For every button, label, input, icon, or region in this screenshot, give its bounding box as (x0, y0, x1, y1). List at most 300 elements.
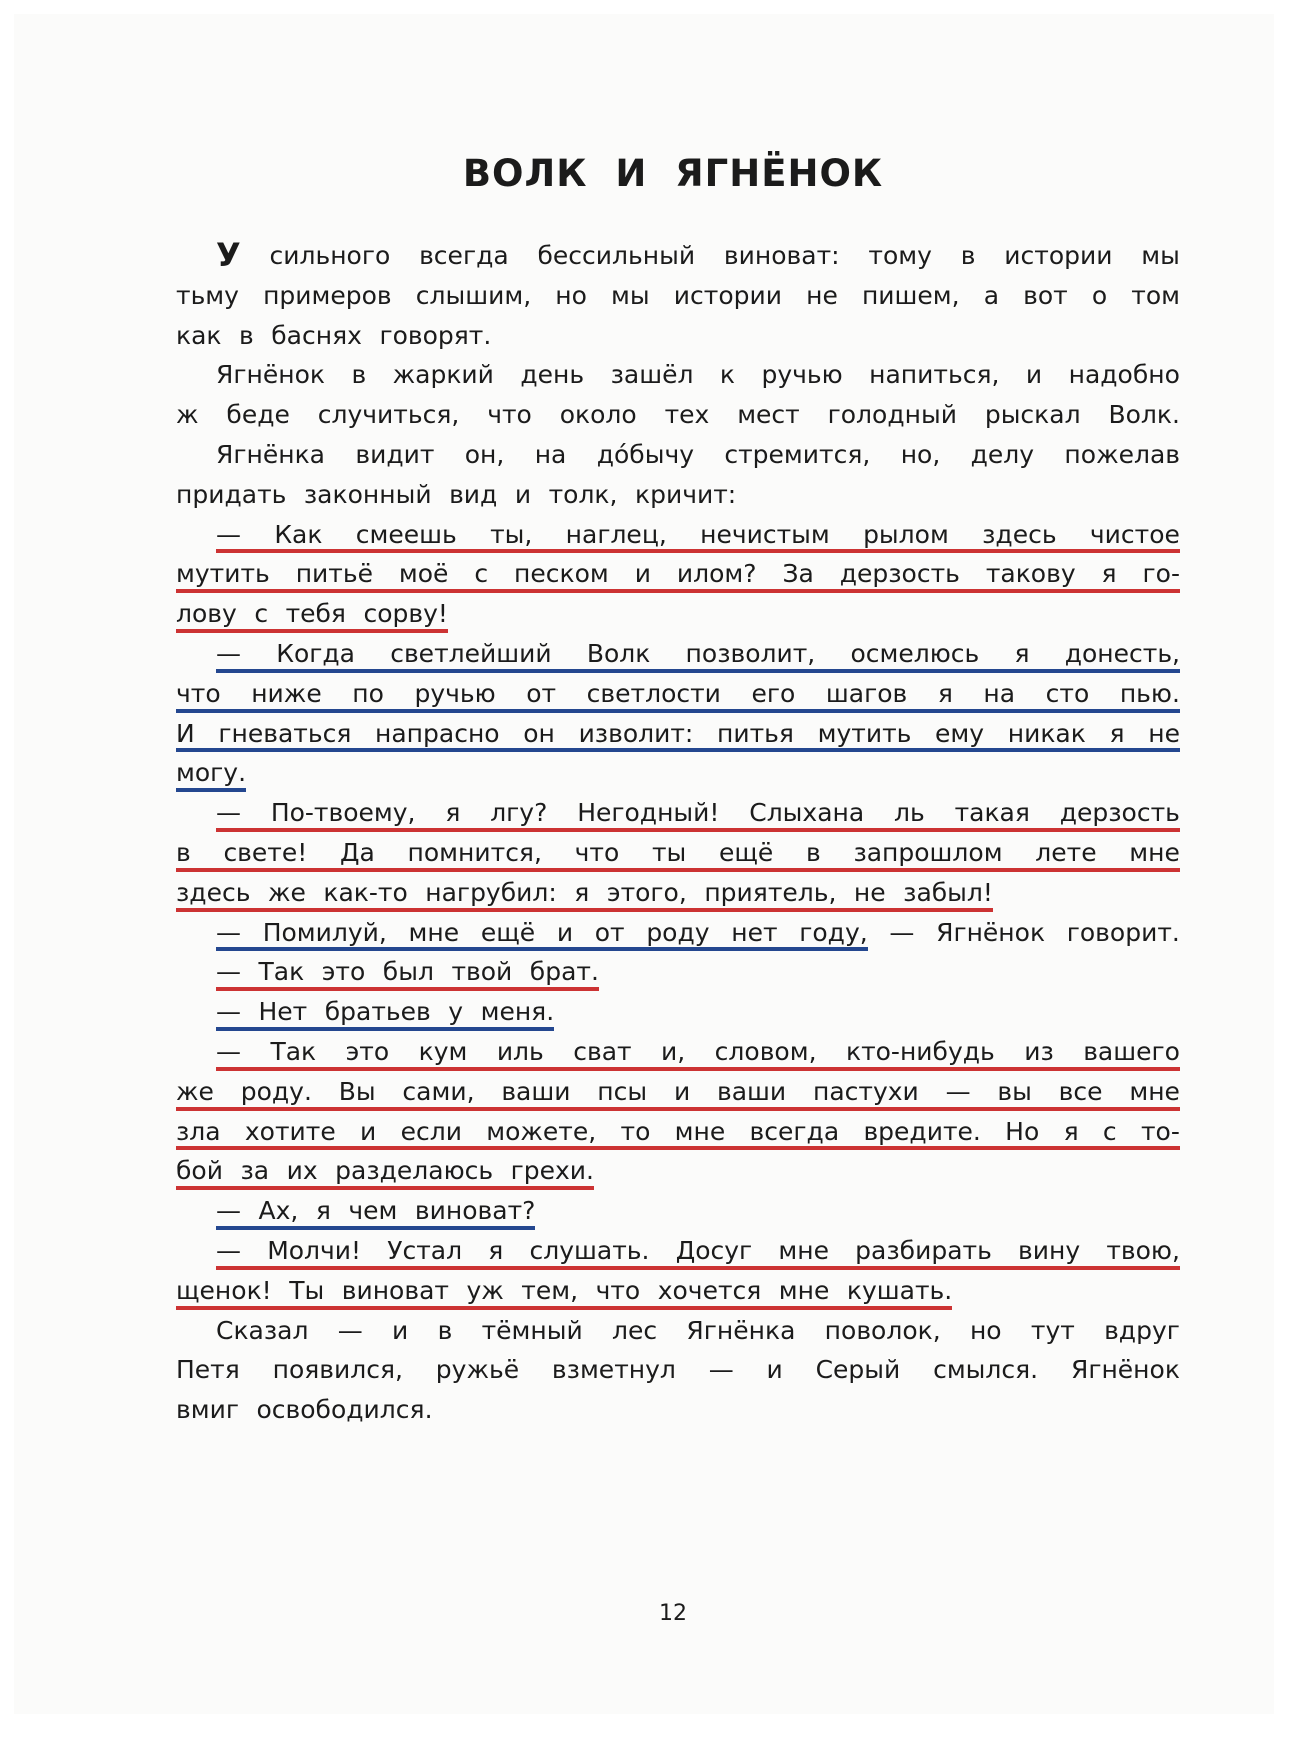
word: шагов (825, 678, 908, 708)
word: пастухи (812, 1076, 919, 1106)
text-line (176, 594, 1180, 634)
word: и (360, 1116, 377, 1146)
word: словом, (714, 1036, 817, 1066)
lamb-speech-underline (176, 748, 1180, 752)
wolf-speech-underline (216, 1067, 1180, 1071)
text-line (176, 674, 1180, 714)
page-number: 12 (659, 1601, 687, 1626)
word: могу. (176, 758, 247, 788)
word: тебя (285, 599, 346, 629)
word: если (400, 1116, 462, 1146)
word: виноват: (723, 241, 840, 270)
word: роду (646, 917, 710, 947)
lamb-speech-underline (216, 669, 1180, 673)
word: это (321, 957, 366, 987)
word: твою, (1106, 1235, 1180, 1265)
word: нечистым (700, 519, 830, 549)
word: кричит: (634, 479, 737, 509)
word: бой (176, 1156, 223, 1186)
lamb-speech-underline (216, 947, 868, 951)
text-line (176, 1390, 1180, 1430)
text-line (176, 554, 1180, 594)
word: чем (348, 1196, 398, 1226)
wolf-speech-underline (176, 1107, 1180, 1111)
word: же (176, 1076, 214, 1106)
text-line (176, 316, 1180, 356)
word: — (216, 917, 241, 947)
word: напрасно (375, 718, 500, 748)
word: от (526, 678, 557, 708)
word: — (708, 1355, 734, 1385)
word: вмиг (176, 1395, 239, 1425)
wolf-speech-underline (176, 629, 448, 633)
word: голодный (827, 400, 957, 430)
word: мутить (176, 559, 270, 589)
book-page (14, 14, 1274, 1714)
word: сами, (402, 1076, 475, 1106)
word: мы (611, 280, 650, 310)
word: нет (731, 917, 778, 947)
drop-cap: У (216, 236, 241, 274)
word: позволит, (685, 638, 816, 668)
text-line (176, 475, 1180, 515)
wolf-speech-underline (176, 1306, 952, 1310)
word: и (556, 917, 574, 947)
word: я (574, 877, 590, 907)
text-line (176, 1112, 1180, 1152)
word: вы (997, 1076, 1032, 1106)
word: и (1025, 360, 1043, 390)
word: тем, (521, 1275, 579, 1305)
text-line (176, 435, 1180, 475)
word: за (240, 1156, 270, 1186)
word: не (806, 280, 838, 310)
word: меня. (480, 997, 555, 1027)
word: законный (303, 479, 432, 509)
word: лгу? (490, 798, 548, 828)
word: в (176, 837, 191, 867)
word: брат. (529, 957, 599, 987)
word: кум (418, 1036, 468, 1066)
word: все (1058, 1076, 1103, 1106)
word: Волк (586, 638, 651, 668)
word: За (782, 559, 814, 589)
wolf-speech-underline (216, 987, 599, 991)
word: и (514, 479, 532, 509)
word: мы (1141, 241, 1180, 270)
word: иль (496, 1036, 544, 1066)
text-line (176, 992, 1180, 1032)
text-line (176, 1032, 1180, 1072)
word: тех (664, 400, 710, 430)
lamb-speech-underline (216, 1027, 554, 1031)
word: кушать. (846, 1275, 953, 1305)
text-line (176, 515, 1180, 555)
word: смеешь (355, 519, 457, 549)
word: не (853, 877, 886, 907)
word: роду. (240, 1076, 312, 1106)
word: тёмный (481, 1315, 583, 1345)
word: вид (449, 479, 498, 509)
text-line (176, 236, 1180, 276)
word: хотите (244, 1116, 336, 1146)
word: от (594, 917, 625, 947)
wolf-speech-underline (216, 549, 1180, 553)
word: гневаться (218, 718, 352, 748)
word: с (1102, 1116, 1117, 1146)
word: я (1101, 559, 1117, 589)
word: — (216, 519, 241, 549)
word: — (216, 1235, 241, 1265)
word: же (267, 877, 306, 907)
word: мне (674, 1116, 726, 1146)
word: чистое (1089, 519, 1180, 549)
word: лес (612, 1315, 658, 1345)
word: псы (597, 1076, 648, 1106)
word: до́бычу (596, 439, 695, 469)
word: хочется (657, 1275, 762, 1305)
word: и (634, 559, 651, 589)
word: ваши (501, 1076, 571, 1106)
word: виноват? (414, 1196, 536, 1226)
word: ручью (761, 360, 843, 390)
word: Нет (258, 997, 308, 1027)
wolf-speech-underline (176, 589, 1180, 593)
word: в (437, 1315, 453, 1345)
wolf-speech-underline (176, 868, 1180, 872)
word: ещё (480, 917, 536, 947)
text-line (176, 952, 1180, 992)
text-line (176, 913, 1180, 953)
text-line (176, 1231, 1180, 1271)
word: Досуг (675, 1235, 753, 1265)
word: толк, (548, 479, 618, 509)
word: такову (985, 559, 1076, 589)
text-line (176, 1271, 1180, 1311)
word: мне (778, 1275, 830, 1305)
word: Ах, (258, 1196, 299, 1226)
word: Петя (176, 1355, 240, 1385)
word: то- (1140, 1116, 1180, 1146)
word: слышим, (415, 280, 532, 310)
word: — (216, 638, 241, 668)
word: ты, (490, 519, 533, 549)
text-line (176, 1151, 1180, 1191)
word: твой (451, 957, 513, 987)
word: истории (1004, 241, 1113, 270)
word: приятель, (704, 877, 837, 907)
word: из (1024, 1036, 1054, 1066)
word: около (559, 400, 637, 430)
word: смылся. (933, 1355, 1039, 1385)
word: никак (1007, 718, 1086, 748)
word: уж (466, 1275, 504, 1305)
word: мне (1129, 837, 1180, 867)
word: и (392, 1315, 409, 1345)
word: о (1091, 280, 1108, 310)
word: запрошлом (853, 837, 1003, 867)
word: их (286, 1156, 318, 1186)
word: Так (270, 1036, 317, 1066)
word: вот (1023, 280, 1068, 310)
word: можете, (486, 1116, 597, 1146)
word: случиться, (317, 400, 460, 430)
word: напиться, (869, 360, 1000, 390)
word: ещё (718, 837, 774, 867)
word: том (1131, 280, 1180, 310)
word: не (1148, 718, 1180, 748)
text-line (176, 833, 1180, 873)
word: сто (1045, 678, 1090, 708)
word: его (751, 678, 796, 708)
word: го- (1142, 559, 1180, 589)
word: Ягнёнок (1070, 1355, 1180, 1385)
word: разбирать (855, 1235, 992, 1265)
word: ружьё (435, 1355, 520, 1385)
word: пью. (1119, 678, 1180, 708)
text-line (176, 634, 1180, 674)
word: Молчи! (267, 1235, 362, 1265)
word: слушать. (529, 1235, 650, 1265)
word: мест (737, 400, 800, 430)
word: — (216, 957, 241, 987)
word: тьму (176, 280, 239, 310)
word: ниже (251, 678, 322, 708)
word: песком (514, 559, 609, 589)
word: кто-нибудь (845, 1036, 995, 1066)
word: с (474, 559, 489, 589)
text-line (176, 793, 1180, 833)
word: Ягнёнок (216, 360, 325, 390)
word: но, (900, 439, 941, 469)
word: Вы (338, 1076, 376, 1106)
word: сорву! (363, 599, 448, 629)
word: ручью (414, 678, 496, 708)
word: у (448, 997, 464, 1027)
text-line (176, 355, 1180, 395)
word: — (216, 798, 241, 828)
word: я (1063, 1116, 1079, 1146)
word: истории (673, 280, 782, 310)
word: питья (717, 718, 794, 748)
word: к (719, 360, 736, 390)
word: Помилуй, (262, 917, 387, 947)
word: мне (1129, 1076, 1180, 1106)
word: Серый (815, 1355, 901, 1385)
word: поволок, (824, 1315, 941, 1345)
text-line (176, 276, 1180, 316)
word: ль (894, 798, 925, 828)
word: дерзость (839, 559, 960, 589)
word: день (520, 360, 585, 390)
word: светлости (586, 678, 721, 708)
word: нагрубил: (425, 877, 557, 907)
word: моё (398, 559, 449, 589)
word: — (216, 1036, 241, 1066)
word: — (889, 917, 915, 947)
word: говорит. (1066, 917, 1180, 947)
word: пишем, (861, 280, 960, 310)
word: я (488, 1235, 504, 1265)
word: — (945, 1076, 971, 1106)
word: сват (573, 1036, 632, 1066)
word: как-то (323, 877, 408, 907)
word: освободился. (256, 1395, 433, 1425)
word: что (595, 1275, 641, 1305)
lamb-speech-underline (176, 788, 246, 792)
word: виноват (341, 1275, 449, 1305)
word: забыл! (903, 877, 993, 907)
word: взметнул (551, 1355, 676, 1385)
word: он, (464, 439, 505, 469)
word: Да (339, 837, 375, 867)
word: Волк. (1108, 400, 1180, 430)
word: — (337, 1315, 363, 1345)
word: Так (258, 957, 305, 987)
word: зла (176, 1116, 221, 1146)
wolf-speech-underline (176, 1186, 594, 1190)
word: и, (661, 1036, 686, 1066)
word: питьё (295, 559, 373, 589)
word: лову (176, 599, 237, 629)
word: появился, (272, 1355, 403, 1385)
word: зашёл (610, 360, 694, 390)
word: видит (355, 439, 435, 469)
word: лете (1035, 837, 1097, 867)
word: сильного (269, 241, 391, 270)
word: светлейший (390, 638, 552, 668)
word: говорят. (379, 320, 492, 350)
lamb-speech-underline (176, 709, 1180, 713)
word: как (176, 320, 222, 350)
word: изволит: (578, 718, 694, 748)
word: и (673, 1076, 691, 1106)
word: И (176, 718, 195, 748)
word: илом? (676, 559, 757, 589)
word: мне (778, 1235, 829, 1265)
word: вдруг (1104, 1315, 1180, 1345)
text-line (176, 753, 1180, 793)
word: году, (799, 917, 868, 947)
word: что (176, 678, 221, 708)
word: всегда (749, 1116, 840, 1146)
word: я (445, 798, 461, 828)
word: всегда (419, 241, 509, 270)
word: придать (176, 479, 287, 509)
word: ж (176, 400, 199, 430)
word: ему (935, 718, 985, 748)
word: Ягнёнка (216, 439, 325, 469)
word: здесь (176, 877, 251, 907)
wolf-speech-underline (216, 1266, 1180, 1270)
word: Устал (387, 1235, 463, 1265)
word: Ягнёнок (936, 917, 1046, 947)
word: братьев (324, 997, 431, 1027)
word: здесь (982, 519, 1057, 549)
word: но (555, 280, 587, 310)
word: был (382, 957, 434, 987)
fable-title: ВОЛК И ЯГНЁНОК (462, 152, 884, 195)
word: — (216, 1196, 241, 1226)
word: в (351, 360, 367, 390)
word: ты (651, 837, 687, 867)
word: наглец, (565, 519, 667, 549)
wolf-speech-underline (176, 1146, 1180, 1150)
word: тут (1030, 1315, 1075, 1345)
word: стремится, (724, 439, 871, 469)
word: осмелюсь (850, 638, 980, 668)
word: щенок! (176, 1275, 272, 1305)
word: рыскал (984, 400, 1081, 430)
word: что (487, 400, 532, 430)
text-line (176, 395, 1180, 435)
word: жаркий (392, 360, 494, 390)
text-line (176, 1191, 1180, 1231)
word: с (254, 599, 269, 629)
word: в (806, 837, 821, 867)
word: Слыхана (749, 798, 865, 828)
word: но (969, 1315, 1002, 1345)
word: Как (274, 519, 323, 549)
word: вредите. (863, 1116, 981, 1146)
text-line (176, 714, 1180, 754)
word: беде (226, 400, 290, 430)
word: это (345, 1036, 390, 1066)
word: такая (954, 798, 1030, 828)
word: в (960, 241, 976, 270)
word: донесть, (1064, 638, 1180, 668)
word: на (534, 439, 567, 469)
word: делу (970, 439, 1035, 469)
word: тому (868, 241, 932, 270)
word: свете! (223, 837, 308, 867)
word: и (766, 1355, 783, 1385)
word: этого, (606, 877, 687, 907)
text-line (176, 873, 1180, 913)
word: бессильный (537, 241, 696, 270)
wolf-speech-underline (176, 908, 993, 912)
word: мне (408, 917, 460, 947)
word: грехи. (510, 1156, 594, 1186)
word: помнится, (407, 837, 542, 867)
word: примеров (263, 280, 392, 310)
text-line (176, 1311, 1180, 1351)
lamb-speech-underline (216, 1226, 535, 1230)
text-line (176, 1350, 1180, 1390)
word: я (1109, 718, 1125, 748)
fable-body (176, 236, 1180, 1430)
word: мутить (817, 718, 912, 748)
word: ваши (716, 1076, 787, 1106)
word: я (315, 1196, 331, 1226)
word: я (1014, 638, 1030, 668)
word: Ты (289, 1275, 325, 1305)
word: баснях (271, 320, 362, 350)
word: на (983, 678, 1016, 708)
word: — (216, 997, 241, 1027)
word: в (239, 320, 254, 350)
wolf-speech-underline (216, 828, 1180, 832)
word: по (352, 678, 384, 708)
word: а (983, 280, 1000, 310)
word: вину (1018, 1235, 1081, 1265)
word: вашего (1083, 1036, 1180, 1066)
word: разделаюсь (335, 1156, 494, 1186)
word: Но (1005, 1116, 1040, 1146)
word: я (937, 678, 953, 708)
word: что (574, 837, 620, 867)
word: По-твоему, (270, 798, 416, 828)
